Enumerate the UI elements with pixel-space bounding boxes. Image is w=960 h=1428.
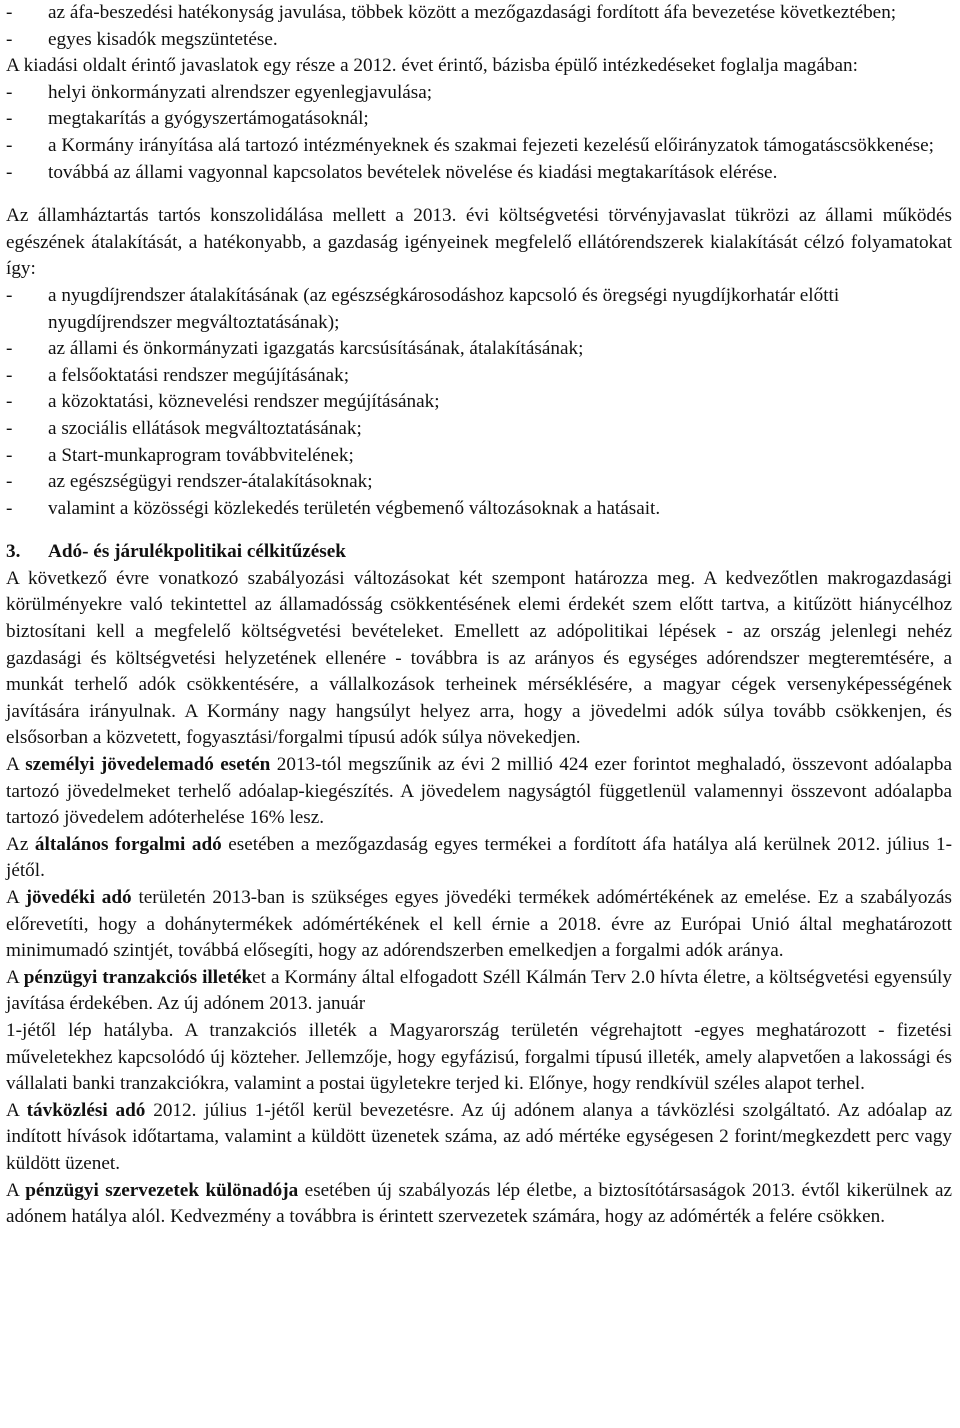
spacer (6, 522, 952, 539)
list-dash: - (6, 497, 13, 519)
paragraph-transaction-levy-cont: 1-jétől lép hatályba. A tranzakciós illeték a Magyarország területén végrehajtott -egyes meghatározott - fizetési műveletekhez kapcsolódó új közteher. Jellemzője, hogy egyfázisú, forgalmi típusú illeték, amely alapvetően a lakossági és vállalati banki tranzakciókra, valamint a postai ügyletekre terjed ki. Előnye, hogy rendkívül széles alapot terhel. (6, 1019, 952, 1095)
list-item (6, 363, 952, 390)
paragraph-financial-institutions-tax (6, 1178, 952, 1231)
list-item-text: helyi önkormányzati alrendszer egyenlegjavulása; (48, 81, 433, 103)
paragraph-tax-policy: A következő évre vonatkozó szabályozási változásokat két szempont határozza meg. A kedvezőtlen makrogazdasági körülményekre való tekintettel az államadósság csökkentésének elemi érdekét szem előtt tartva, a kitűzött hiánycélhoz biztosítani kell a megfelelő költségvetési bevételeket. Emellett az adópolitikai lépések - az ország jelenlegi nehéz gazdasági és költségvetési helyzetének ellenére - továbbra is az arányos és egységes adórendszer megteremtésére, a munkát terhelő adók csökkentésére, a vállalkozások terheinek mérséklésére, a magyar cégek versenyképességének javítására irányulnak. A Kormány nagy hangsúlyt helyez arra, hogy a jövedelmi adók súlya tovább csökkenjen, és elsősorban a közvetett, fogyasztási/forgalmi típusú adók súlya növekedjen. (6, 567, 952, 749)
paragraph-transaction-levy (6, 965, 952, 1018)
paragraph-excise-tax (6, 885, 952, 965)
text-run: A (6, 754, 26, 776)
list-item-text: a felsőoktatási rendszer megújításának; (48, 364, 350, 386)
text-run: esetében a mezőgazdaság egyes termékei a fordított áfa hatálya alá kerülnek 2012. július 1-jétől. (6, 833, 952, 882)
list-dash: - (6, 2, 13, 23)
list-dash: - (6, 134, 13, 156)
list-item-text: az áfa-beszedési hatékonyság javulása, többek között a mezőgazdasági fordított áfa bevezetése következtében; (48, 2, 897, 23)
list-item-text: megtakarítás a gyógyszertámogatásoknál; (48, 108, 369, 130)
list-item-text: az egészségügyi rendszer-átalakításoknak; (48, 471, 373, 493)
text-run: A (6, 1179, 26, 1201)
text-run: A (6, 1099, 27, 1121)
paragraph-spending-intro: A kiadási oldalt érintő javaslatok egy része a 2012. évet érintő, bázisba épülő intézkedéseket foglalja magában: (6, 55, 858, 77)
text-run: Az (6, 833, 35, 855)
text-run: esetében új szabályozás lép életbe, a biztosítótársaságok 2013. évtől kikerülnek az adónem hatálya alól. Kedvezmény a továbbra is érintett szervezetek számára, hogy az adómérték a felére csökken. (6, 1179, 952, 1228)
list-item (6, 469, 952, 496)
section-title: Adó- és járulékpolitikai célkitűzések (48, 541, 346, 563)
list-dash: - (6, 81, 13, 103)
spacer (6, 186, 952, 203)
list-item (6, 283, 952, 336)
list-item-text: a Kormány irányítása alá tartozó intézményeknek és szakmai fejezeti kezelésű előirányzatok támogatáscsökkenése; (48, 134, 934, 156)
list-dash: - (6, 391, 13, 413)
bold-term: távközlési adó (26, 1099, 146, 1121)
list-dash: - (6, 417, 13, 439)
text-run: A (6, 966, 24, 988)
list-dash: - (6, 28, 13, 50)
text-run: A (6, 887, 26, 908)
list-dash: - (6, 338, 13, 360)
section-heading (6, 539, 952, 566)
list-item (6, 80, 952, 107)
list-item-text: a szociális ellátások megváltoztatásának; (48, 417, 362, 439)
bold-term: általános forgalmi adó (34, 833, 222, 855)
bold-term: pénzügyi szervezetek különadója (25, 1179, 299, 1201)
list-dash: - (6, 471, 13, 493)
text-run: et a Kormány által elfogadott Széll Kálmán Terv 2.0 hívta életre, a költségvetési egyensúly javítása érdekében. Az új adónem 2013. január (6, 966, 952, 1015)
list-dash: - (6, 444, 13, 466)
paragraph-consolidation: Az államháztartás tartós konszolidálása mellett a 2013. évi költségvetési törvényjavaslat tükrözi az állami működés egészének átalakítását, a hatékonyabb, a gazdaság igényeinek megfelelő ellátórendszerek kialakítását célzó folyamatokat így: (6, 205, 952, 280)
list-item-text: a Start-munkaprogram továbbvitelének; (48, 444, 354, 466)
list-item-text: továbbá az állami vagyonnal kapcsolatos bevételek növelése és kiadási megtakarítások elérése. (48, 161, 778, 183)
list-item (6, 106, 952, 133)
list-item (6, 133, 952, 160)
list-item (6, 416, 952, 443)
list-item (6, 336, 952, 363)
paragraph-personal-income-tax (6, 752, 952, 832)
section-number: 3. (6, 541, 21, 563)
list-dash: - (6, 161, 13, 183)
bold-term: jövedéki adó (25, 887, 132, 908)
text-run: 2013-tól megszűnik az évi 2 millió 424 ezer forintot meghaladó, összevont adóalapba tartozó jövedelmeket terhelő adóalap-kiegészítés. A jövedelem nagyságtól függetlenül valamennyi összevont adóalapba tartozó jövedelem adóterhelése 16% lesz. (6, 754, 952, 829)
list-item (6, 389, 952, 416)
paragraph-vat (6, 832, 952, 885)
text-run: területén 2013-ban is szükséges egyes jövedéki termékek adómértékének az emelése. Ez a szabályozás előrevetíti, hogy a dohánytermékek adómértékének el kell érnie a 2018. évre az Európai Unió által meghatározott minimumadó szintjét, továbbá elősegíti, hogy az adórendszerben emelkedjen a forgalmi adók aránya. (6, 887, 952, 962)
text-run: 2012. július 1-jétől kerül bevezetésre. Az új adónem alanya a távközlési szolgáltató. Az adóalap az indított hívások időtartama, valamint a küldött üzenetek száma, az adó mértéke egységesen 2 forint/megkezdett perc vagy küldött üzenet. (6, 1099, 952, 1174)
list-item-text: a közoktatási, köznevelési rendszer megújításának; (48, 391, 440, 413)
bold-term: személyi jövedelemadó esetén (25, 754, 271, 776)
paragraph-telecom-tax (6, 1098, 952, 1178)
list-dash: - (6, 284, 13, 306)
list-item (6, 0, 952, 27)
list-dash: - (6, 108, 13, 130)
bold-term: pénzügyi tranzakciós illeték (23, 966, 253, 988)
list-item-text: az állami és önkormányzati igazgatás karcsúsításának, átalakításának; (48, 338, 584, 360)
list-item (6, 496, 952, 523)
list-item-text: a nyugdíjrendszer átalakításának (az egészségkárosodáshoz kapcsoló és öregségi nyugdíjkorhatár előtti nyugdíjrendszer megváltoztatásának); (48, 284, 840, 333)
list-dash: - (6, 364, 13, 386)
list-item (6, 160, 952, 187)
list-item (6, 443, 952, 470)
list-item (6, 27, 952, 54)
list-item-text: valamint a közösségi közlekedés területén végbemenő változásoknak a hatásait. (48, 497, 661, 519)
list-item-text: egyes kisadók megszüntetése. (48, 28, 278, 50)
